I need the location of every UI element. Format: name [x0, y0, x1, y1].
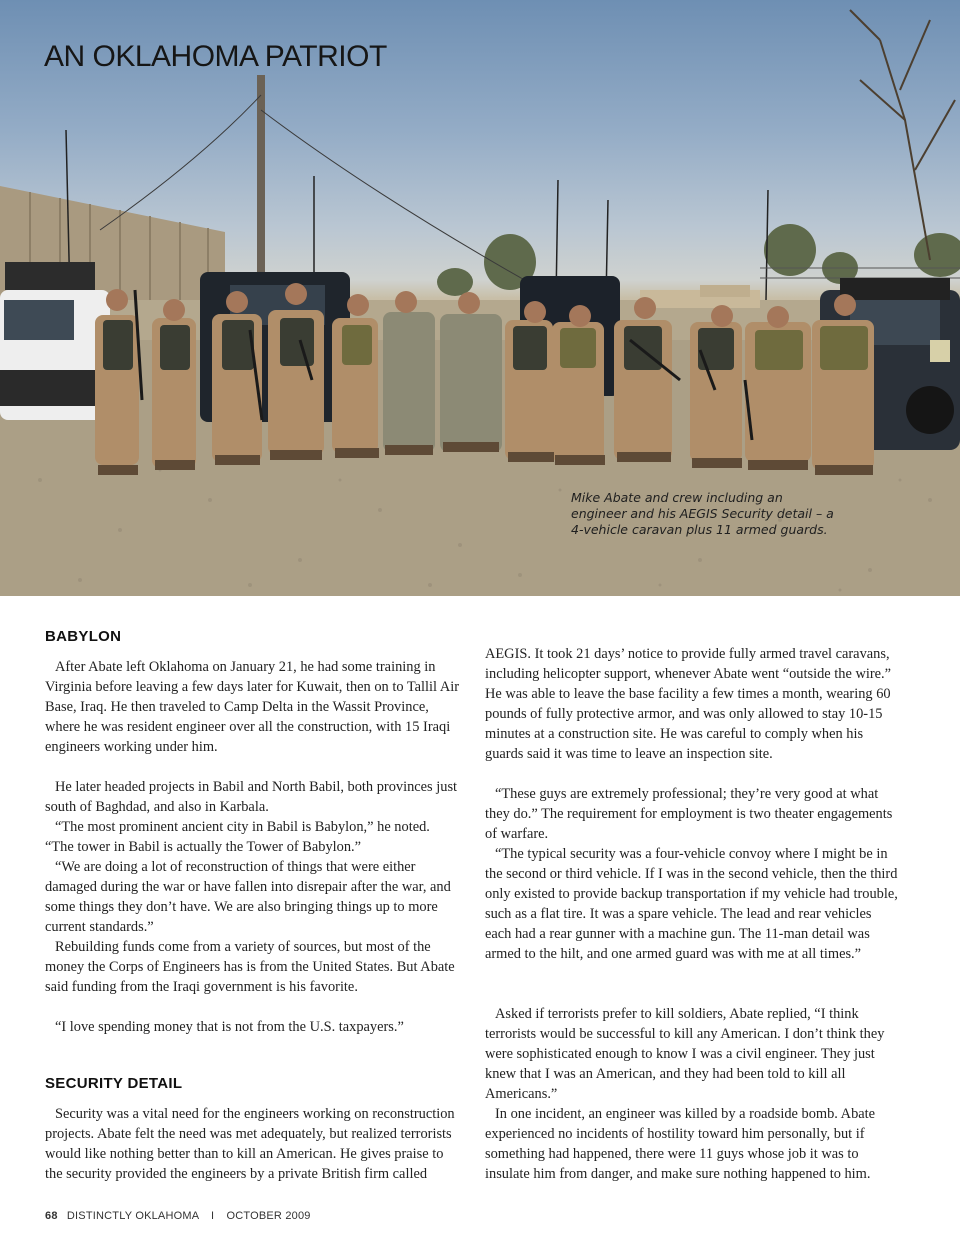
- paragraph: Security was a vital need for the engineers working on reconstruction projects. Abate felt the need was met adequately, but realized terrorists would like nothing better than to kill an American. He gives praise to the security provided the engineers by a private British firm called: [45, 1106, 455, 1182]
- paragraph: In one incident, an engineer was killed by a roadside bomb. Abate experienced no incidents of hostility toward him personally, but if something had happened, there were 11 guys whose job it was to insulate him from danger, and make sure nothing happened to him.: [485, 1106, 876, 1182]
- paragraph: “The most prominent ancient city in Babil is Babylon,” he noted. “The tower in Babil is actually the Tower of Babylon.”: [45, 819, 430, 855]
- paragraph: Rebuilding funds come from a variety of sources, but most of the money the Corps of Engineers has is from the United States. But Abate said funding from the Iraqi government is his favorite.: [45, 939, 455, 995]
- page-footer: [45, 1210, 311, 1222]
- paragraph: “I love spending money that is not from the U.S. taxpayers.”: [55, 1019, 404, 1035]
- photo-caption: Mike Abate and crew including an engineer and his AEGIS Security detail – a 4-vehicle caravan plus 11 armed guards.: [571, 490, 834, 537]
- page-title: AN OKLAHOMA PATRIOT: [44, 40, 387, 73]
- issue-date: OCTOBER 2009: [226, 1210, 311, 1222]
- paragraph: He later headed projects in Babil and North Babil, both provinces just south of Baghdad, and also in Karbala.: [45, 779, 458, 815]
- paragraph: “These guys are extremely professional; they’re very good at what they do.” The requirement for employment is two theater engagements of warfare.: [485, 786, 893, 842]
- paragraph: Asked if terrorists prefer to kill soldiers, Abate replied, “I think terrorists would be successful to kill any American. I don’t think they were sophisticated enough to know I was a civil engineer. They just knew that I was an American, and they had been told to kill all Americans.”: [485, 1006, 885, 1102]
- footer-separator: I: [210, 1210, 215, 1222]
- publication-name: DISTINCTLY OKLAHOMA: [66, 1210, 199, 1222]
- section-heading-babylon: BABYLON: [45, 628, 122, 645]
- paragraph: After Abate left Oklahoma on January 21, he had some training in Virginia before leaving a few days later for Kuwait, then on to Tallil Air Base, Iraq. He then traveled to Camp Delta in the Wassit Province, where he was resident engineer over all the construction, with 15 Iraqi engineers working under him.: [45, 659, 460, 755]
- hero-photo: [0, 0, 960, 596]
- section-heading-security-detail: SECURITY DETAIL: [45, 1075, 183, 1092]
- paragraph: “We are doing a lot of reconstruction of things that were either damaged during the war or have fallen into disrepair after the war, and some things they don’t have. We are also bringing things up to more current standards.”: [45, 859, 451, 935]
- page-number: 68: [45, 1210, 58, 1222]
- paragraph: “The typical security was a four-vehicle convoy where I might be in the second or third vehicle. If I was in the second vehicle, then the third only existed to provide backup transportation if my vehicle had trouble, such as a flat tire. It was a spare vehicle. The lead and rear vehicles each had a rear gunner with a machine gun. The 11-man detail was armed to the hilt, and one armed guard was with me at all times.”: [485, 846, 898, 962]
- paragraph: AEGIS. It took 21 days’ notice to provide fully armed travel caravans, including helicopter support, whenever Abate went “outside the wire.” He was able to leave the base facility a few times a month, wearing 60 pounds of fully protective armor, and was only allowed to stay 10-15 minutes at a construction site. He was careful to comply when his guards said it was time to leave an inspection site.: [485, 646, 892, 762]
